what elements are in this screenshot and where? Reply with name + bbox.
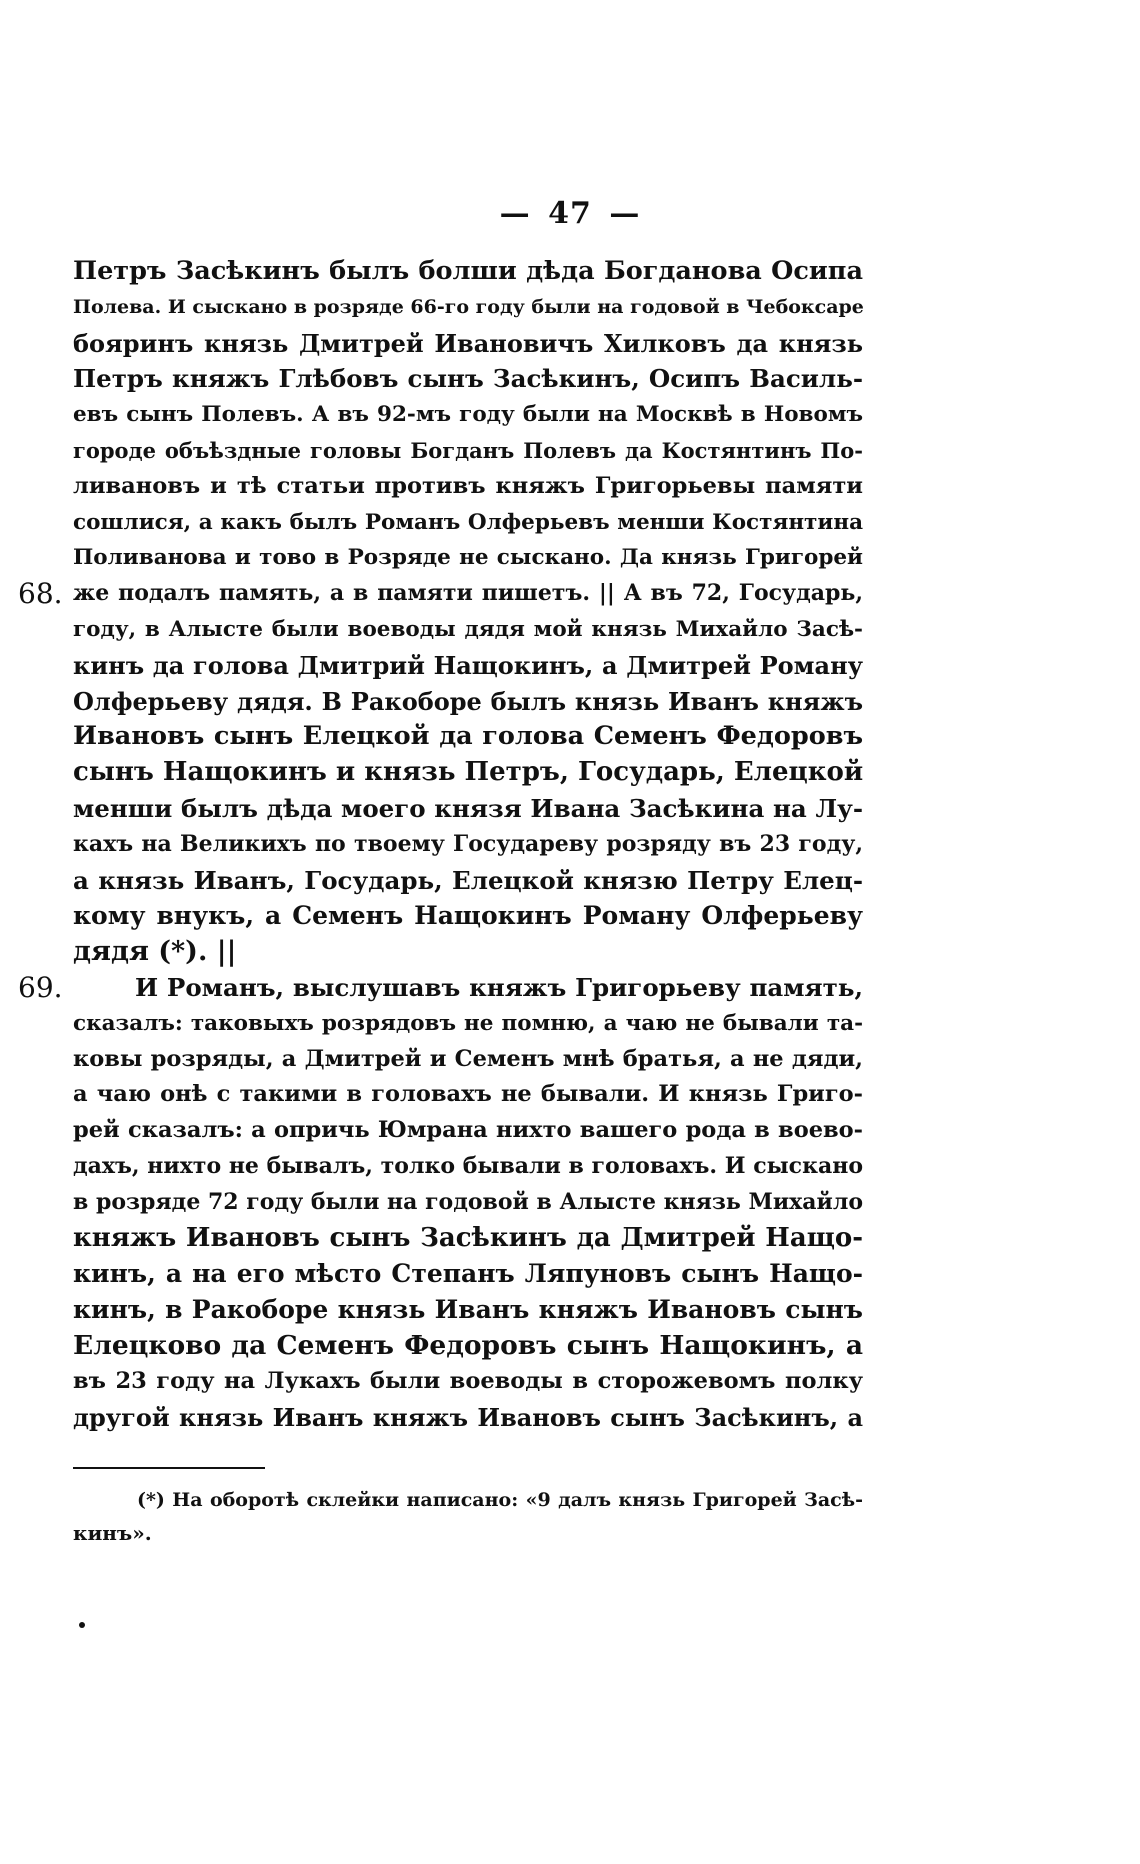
footnote <box>73 1484 863 1550</box>
text-line: княжъ Ивановъ сынъ Засѣкинъ да Дмитрей Нащо- <box>73 1222 863 1253</box>
text-line-with-margin-number <box>18 970 863 1006</box>
text-line: сказалъ: таковыхъ розрядовъ не помню, а чаю не бывали та- <box>73 1010 863 1036</box>
page-number-value: 47 <box>548 196 592 231</box>
footnote-line: (*) На оборотѣ склейки написано: «9 далъ князь Григорей Засѣ- <box>137 1489 863 1511</box>
stray-mark <box>79 1622 85 1628</box>
text-line-content: И Романъ, выслушавъ княжъ Григорьеву память, <box>135 972 863 1002</box>
text-line: кинъ да голова Дмитрий Нащокинъ, а Дмитрей Роману <box>73 650 863 680</box>
text-line: другой князь Иванъ княжъ Ивановъ сынъ Засѣкинъ, а <box>73 1402 863 1432</box>
text-line: дядя (*). || <box>73 936 237 968</box>
text-line: бояринъ князь Дмитрей Ивановичъ Хилковъ да князь <box>73 328 863 358</box>
text-line: Ивановъ сынъ Елецкой да голова Семенъ Федоровъ <box>73 721 863 752</box>
text-line: году, в Алысте были воеводы дядя мой князь Михайло Засѣ- <box>73 616 863 642</box>
text-line-content: же подалъ память, а в памяти пишетъ. || А въ 72, Государь, <box>73 580 863 607</box>
text-line: въ 23 году на Лукахъ были воеводы в сторожевомъ полку <box>73 1367 863 1394</box>
text-line: Поливанова и тово в Розряде не сыскано. Да князь Григорей <box>73 545 863 571</box>
text-line: а чаю онѣ с такими в головахъ не бывали. И князь Григо- <box>73 1081 863 1108</box>
text-line: дахъ, нихто не бывалъ, толко бывали в головахъ. И сыскано <box>73 1152 863 1179</box>
footnote-divider <box>73 1467 265 1469</box>
text-line: ливановъ и тѣ статьи противъ княжъ Григорьевы памяти <box>73 472 863 499</box>
text-line: городе объѣздные головы Богданъ Полевъ да Костянтинъ По- <box>73 437 863 463</box>
text-line: в розряде 72 году были на годовой в Алысте князь Михайло <box>73 1188 864 1215</box>
text-line: Полева. И сыскано в розряде 66-го году были на годовой в Чебоксаре <box>73 295 864 318</box>
footnote-line: кинъ». <box>73 1521 152 1545</box>
text-line: Петръ княжъ Глѣбовъ сынъ Засѣкинъ, Осипъ Василь- <box>73 364 863 394</box>
page-number-dash-right: — <box>609 196 641 231</box>
text-line: евъ сынъ Полевъ. А въ 92-мъ году были на Москвѣ в Новомъ <box>73 402 863 428</box>
text-line: Олферьеву дядя. В Ракоборе былъ князь Иванъ княжъ <box>73 686 863 716</box>
margin-number-68: 68. <box>18 577 63 611</box>
text-line: кинъ, в Ракоборе князь Иванъ княжъ Ивановъ сынъ <box>73 1295 863 1325</box>
text-line: рей сказалъ: а опричь Юмрана нихто вашего рода в воево- <box>73 1117 863 1144</box>
text-line: ковы розряды, а Дмитрей и Семенъ мнѣ братья, а не дяди, <box>73 1045 863 1072</box>
text-line: сошлися, а какъ былъ Романъ Олферьевъ менши Костянтина <box>73 509 863 535</box>
text-line: сынъ Нащокинъ и князь Петръ, Государь, Елецкой <box>73 757 864 788</box>
text-line: менши былъ дѣда моего князя Ивана Засѣкина на Лу- <box>73 793 863 823</box>
text-line: кинъ, а на его мѣсто Степанъ Ляпуновъ сынъ Нащо- <box>73 1259 863 1289</box>
page-number <box>0 196 1140 231</box>
text-line: а князь Иванъ, Государь, Елецкой князю Петру Елец- <box>73 865 863 895</box>
text-line: Петръ Засѣкинъ былъ болши дѣда Богданова Осипа <box>73 256 863 286</box>
body-text <box>18 254 864 1435</box>
text-line: кому внукъ, а Семенъ Нащокинъ Роману Олферьеву <box>73 901 863 931</box>
text-line: Елецково да Семенъ Федоровъ сынъ Нащокинъ, а <box>73 1329 863 1361</box>
margin-number-69: 69. <box>18 970 63 1004</box>
page-number-dash-left: — <box>499 196 531 231</box>
text-line: кахъ на Великихъ по твоему Государеву розряду въ 23 году, <box>73 830 863 857</box>
text-line-with-margin-number <box>18 576 863 612</box>
